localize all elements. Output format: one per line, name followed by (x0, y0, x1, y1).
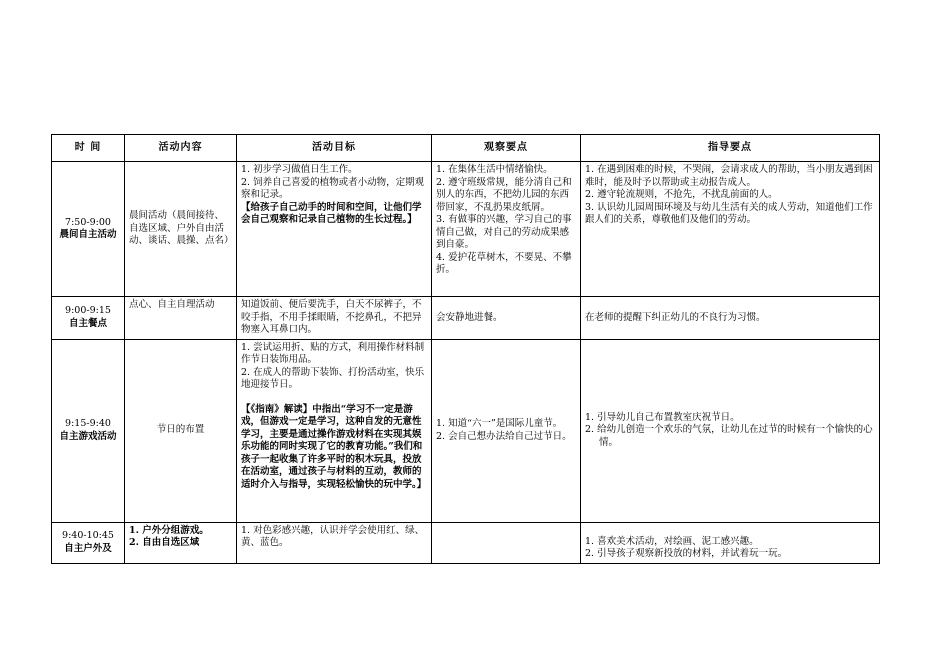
guide-item: 1. 引导幼儿自己布置教室庆祝节日。 (585, 411, 740, 423)
observe-item: 1. 在集体生活中情绪愉快。 (436, 164, 553, 175)
goal-item: 知道饭前、便后要洗手，白天不尿裤子，不咬手指，不用手揉眼睛，不挖鼻孔，不把异物塞入耳鼻口内。 (241, 299, 422, 335)
observe-item: 3. 有做事的兴趣，学习自己的事情自己做，对自己的劳动成果感到自豪。 (436, 214, 572, 250)
goals-cell (237, 162, 432, 297)
goals-cell (237, 297, 432, 340)
header-goals: 活动目标 (237, 135, 432, 162)
guide-cell (581, 522, 880, 563)
goal-note: 【给孩子自己动手的时间和空间，让他们学会自己观察和记录自己植物的生长过程。】 (241, 201, 422, 225)
observe-item: 2. 会自己想办法给自己过节日。 (436, 430, 572, 442)
header-time: 时 间 (52, 135, 125, 162)
guide-cell (581, 162, 880, 297)
goal-item: 2. 在成人的帮助下装饰、打扮活动室，快乐地迎接节日。 (241, 366, 425, 390)
guide-item: 在老师的提醒下纠正幼儿的不良行为习惯。 (585, 311, 766, 323)
guide-item: 1. 喜欢美术活动，对绘画、泥工感兴趣。 (585, 535, 759, 547)
table-row (52, 162, 880, 297)
goal-note: 【《指南》解读】中指出“学习不一定是游戏，但游戏一定是学习，这种自发的无意性学习，主要是通过操作游戏材料在实现其娱乐功能的同时实现了它的教育功能。”我们和孩子一起收集了许多平时的积木玩具，投放在活动室，通过孩子与材料的互动，教师的适时介入与指导，实现轻松愉快的玩中学。】 (241, 403, 427, 490)
guide-cell (581, 297, 880, 340)
observe-item: 1. 知道“六一”是国际儿童节。 (436, 418, 563, 429)
guide-item: 3. 认识幼儿园周围环境及与幼儿生活有关的成人劳动，知道他们工作跟人们的关系，尊敬他们及他们的劳动。 (585, 201, 873, 225)
schedule-table (51, 134, 880, 564)
observe-item: 4. 爱护花草树木，不要晃、不攀折。 (436, 251, 572, 275)
goal-item: 1. 尝试运用折、贴的方式，利用操作材料制作节日装饰用品。 (241, 341, 425, 365)
content-cell (125, 162, 237, 297)
header-row (52, 135, 880, 162)
guide-item: 2. 遵守轮流规则，不抢先，不扰乱前面的人。 (585, 189, 778, 200)
time-range: 9:00-9:15 (65, 305, 111, 317)
header-guide: 指导要点 (581, 135, 880, 162)
time-cell (52, 162, 125, 297)
activity-name: 晨间自主活动 (59, 229, 117, 240)
content-text: 晨间活动（晨间接待、自选区域、户外自由活动、谈话、晨操、点名） (129, 210, 234, 247)
observe-cell (432, 339, 581, 522)
observe-item: 2. 遵守班级常规，能分清自己和别人的东西，不把幼儿园的东西带回家，不乱扔果皮纸屑。 (436, 176, 572, 213)
table-row (52, 522, 880, 563)
spacer (241, 392, 427, 404)
observe-cell (432, 522, 581, 563)
goal-item: 1. 初步学习做值日生工作。 (241, 164, 358, 175)
observe-cell (432, 297, 581, 340)
guide-item: 2. 引导孩子观察新投放的材料，并试着玩一玩。 (585, 548, 788, 559)
content-text: 2. 自由自选区域 (129, 537, 200, 548)
time-cell (52, 339, 125, 522)
content-cell (125, 297, 237, 340)
table-row (52, 339, 880, 522)
header-observe: 观察要点 (432, 135, 581, 162)
observe-cell (432, 162, 581, 297)
goals-cell (237, 339, 432, 522)
time-cell (52, 522, 125, 563)
content-text: 点心、自主自理活动 (129, 299, 215, 310)
content-cell (125, 339, 237, 522)
content-cell (125, 522, 237, 563)
time-range: 9:40-10:45 (62, 530, 114, 541)
table-row (52, 297, 880, 340)
activity-name: 自主户外及 (64, 542, 112, 554)
goal-item: 2. 饲养自己喜爱的植物或者小动物，定期观察和记录。 (241, 176, 425, 200)
guide-item: 2. 给幼儿创造一个欢乐的气氛，让幼儿在过节的时候有一个愉快的心情。 (585, 424, 873, 448)
guide-item: 1. 在遇到困难的时候，不哭闹，会请求成人的帮助，当小朋友遇到困难时，能及时予以帮助或主动报告成人。 (585, 164, 873, 188)
time-range: 9:15-9:40 (65, 418, 111, 429)
content-text: 1. 户外分组游戏。 (129, 524, 209, 536)
goal-item: 1. 对色彩感兴趣，认识并学会使用红、绿、黄、蓝色。 (241, 524, 425, 548)
time-cell (52, 297, 125, 340)
header-content: 活动内容 (125, 135, 237, 162)
activity-name: 自主餐点 (68, 317, 107, 329)
guide-cell (581, 339, 880, 522)
goals-cell (237, 522, 432, 563)
content-text: 节日的布置 (156, 424, 205, 436)
observe-item: 会安静地进餐。 (436, 311, 503, 323)
time-range: 7:50-9:00 (65, 216, 111, 228)
activity-name: 自主游戏活动 (59, 430, 117, 442)
